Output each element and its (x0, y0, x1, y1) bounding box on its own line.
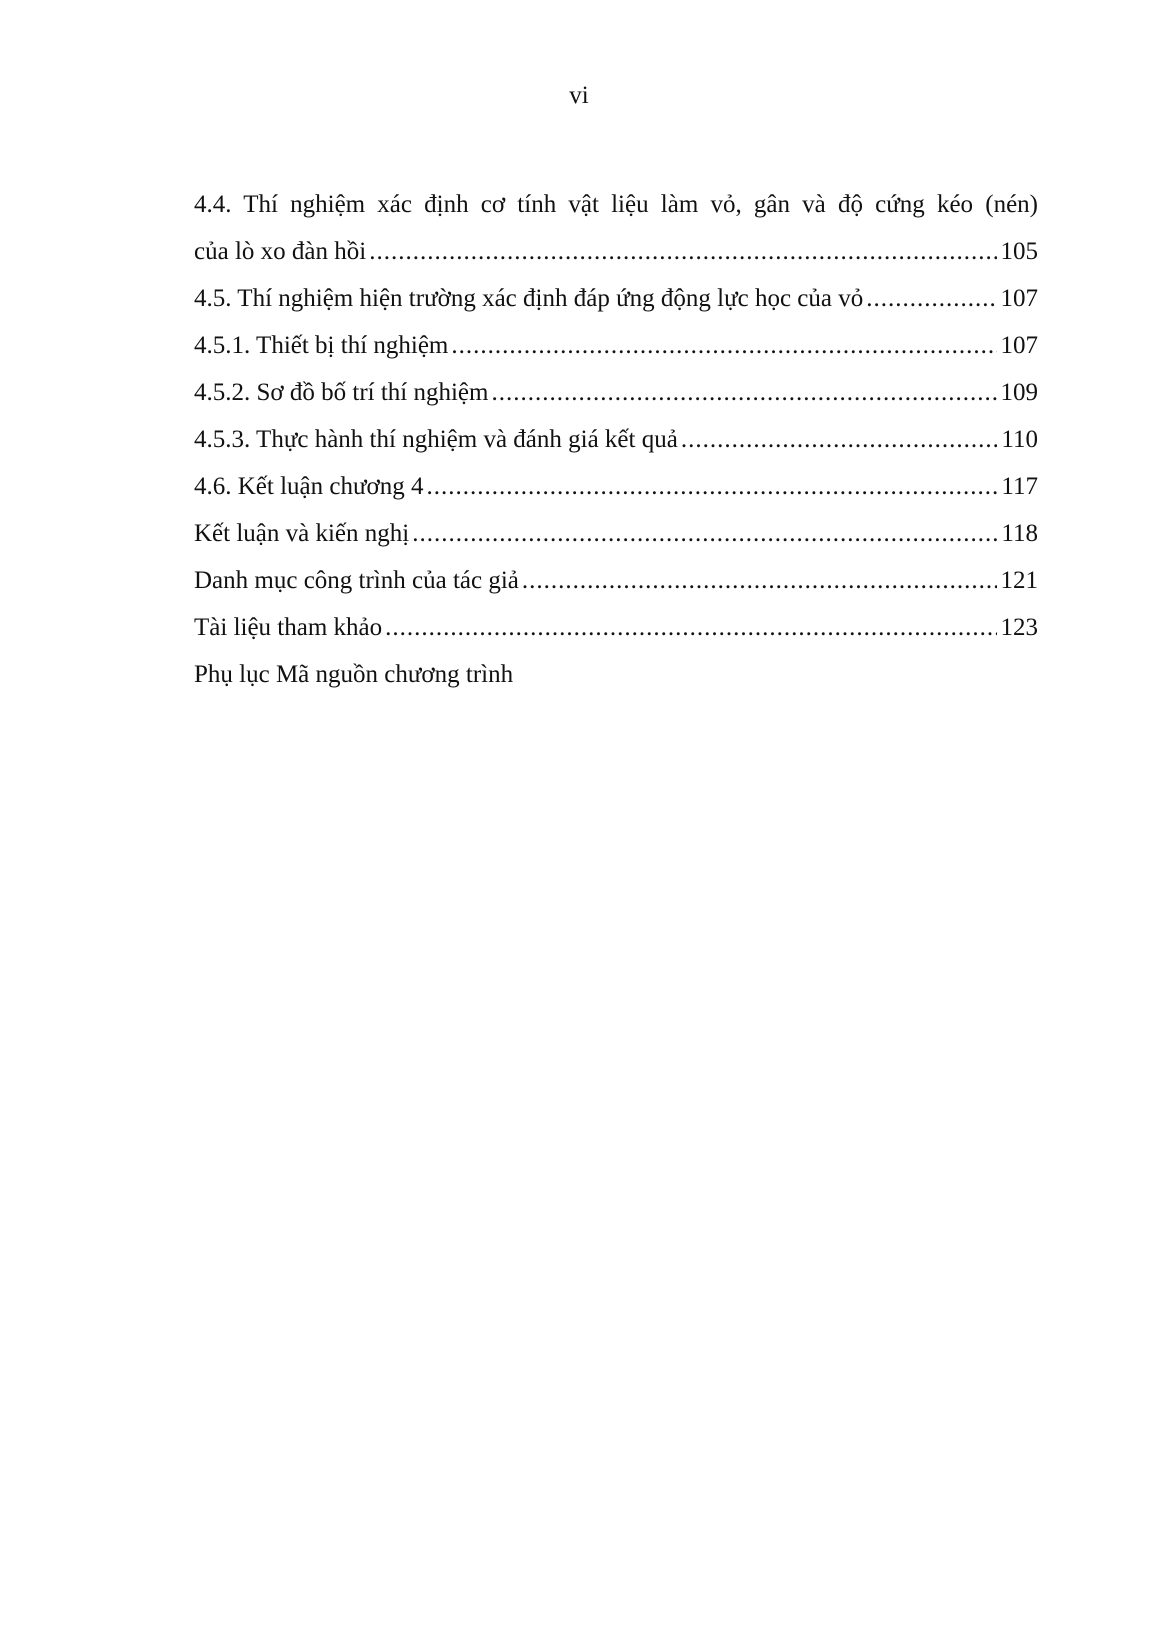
toc-entry-page: 107 (1000, 332, 1038, 359)
dot-leader (491, 374, 996, 412)
toc-entry-title: 4.5. Thí nghiệm hiện trường xác định đáp ứng động lực học của vỏ (194, 285, 864, 312)
toc-entry-title: 4.5.3. Thực hành thí nghiệm và đánh giá kết quả (194, 426, 678, 453)
dot-leader (427, 468, 998, 506)
toc-entry-4-5-3 (194, 421, 1038, 468)
table-of-contents (194, 186, 1038, 703)
dot-leader (866, 280, 996, 318)
toc-entry-publications (194, 562, 1038, 609)
toc-entry-references (194, 609, 1038, 656)
toc-entry-4-5-1 (194, 327, 1038, 374)
toc-entry-4-5-2 (194, 374, 1038, 421)
toc-entry-conclusion (194, 515, 1038, 562)
dot-leader (412, 515, 997, 553)
toc-entry-page: 123 (1000, 614, 1038, 641)
toc-entry-page: 107 (1000, 285, 1038, 312)
toc-entry-page: 117 (1001, 473, 1038, 500)
page-number: vi (569, 82, 589, 109)
dot-leader (522, 562, 997, 600)
dot-leader (369, 233, 996, 271)
toc-entry-page: 118 (1001, 520, 1038, 547)
toc-entry-page: 109 (1000, 379, 1038, 406)
toc-entry-title: 4.5.1. Thiết bị thí nghiệm (194, 332, 449, 359)
toc-entry-title: của lò xo đàn hồi (194, 238, 367, 265)
toc-entry-appendix: Phụ lục Mã nguồn chương trình (194, 661, 514, 688)
toc-entry-4-4-line2 (194, 233, 1038, 280)
toc-entry-title: Tài liệu tham khảo (194, 614, 383, 641)
toc-entry-page: 105 (1000, 238, 1038, 265)
toc-entry-4-5 (194, 280, 1038, 327)
toc-entry-page: 121 (1000, 567, 1038, 594)
toc-entry-4-4-line1: 4.4. Thí nghiệm xác định cơ tính vật liệu làm vỏ, gân và độ cứng kéo (nén) (194, 191, 1038, 218)
toc-entry-title: 4.5.2. Sơ đồ bố trí thí nghiệm (194, 379, 489, 406)
toc-entry-title: Kết luận và kiến nghị (194, 520, 410, 547)
toc-entry-page: 110 (1001, 426, 1038, 453)
toc-entry-4-6 (194, 468, 1038, 515)
toc-entry-title: Danh mục công trình của tác giả (194, 567, 519, 594)
dot-leader (681, 421, 998, 459)
dot-leader (385, 609, 996, 647)
dot-leader (451, 327, 996, 365)
toc-entry-title: 4.6. Kết luận chương 4 (194, 473, 424, 500)
